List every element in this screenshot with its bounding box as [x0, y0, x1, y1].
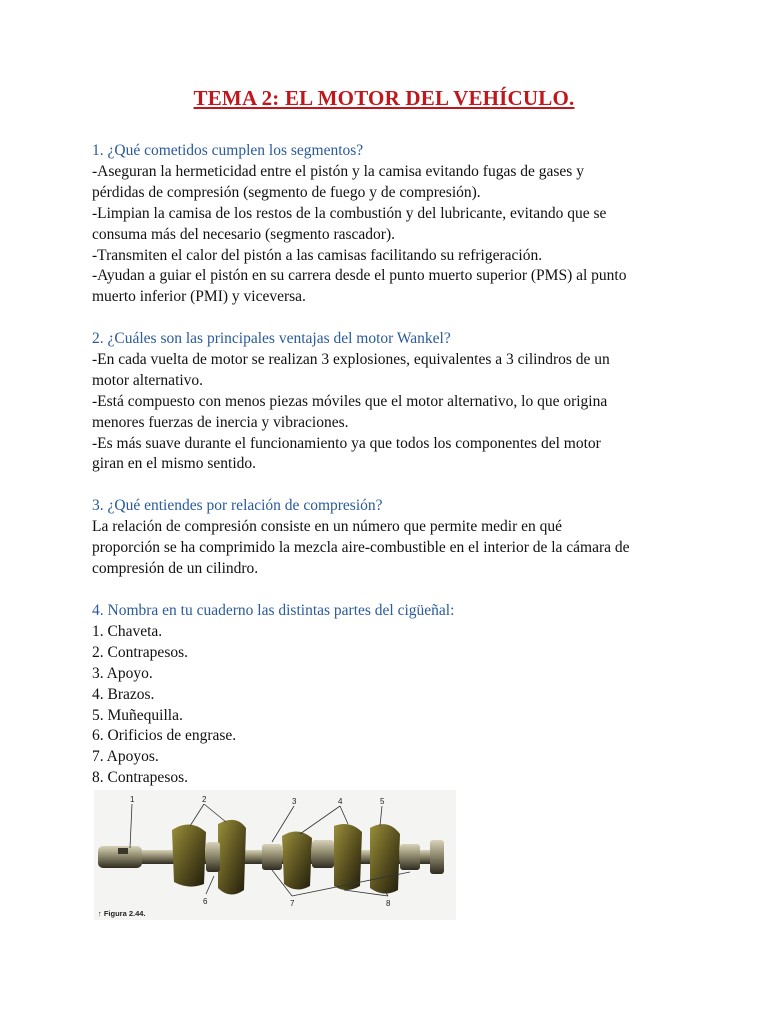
list-item: 1. Chaveta. — [92, 622, 163, 640]
answer-line: giran en el mismo sentido. — [92, 455, 257, 473]
figure-caption: ↑ Figura 2.44. — [98, 909, 146, 918]
list-item: 8. Contrapesos. — [92, 769, 189, 787]
answer-line: proporción se ha comprimido la mezcla aire-combustible en el interior de la cámara de — [92, 538, 630, 556]
callout-label: 1 — [130, 795, 135, 804]
answer-line: menores fuerzas de inercia y vibraciones. — [92, 413, 349, 431]
rear-flange — [430, 840, 444, 874]
counterweight — [172, 824, 206, 886]
answer-line: muerto inferior (PMI) y viceversa. — [92, 288, 306, 306]
answer-line: -Aseguran la hermeticidad entre el pistón y la camisa evitando fugas de gases y — [92, 162, 584, 180]
callout-label: 7 — [290, 899, 295, 908]
callout-label: 4 — [338, 797, 343, 806]
answer-line: -En cada vuelta de motor se realizan 3 explosiones, equivalentes a 3 cilindros de un — [92, 350, 610, 368]
question-1: 1. ¿Qué cometidos cumplen los segmentos? — [92, 142, 364, 159]
list-item: 5. Muñequilla. — [92, 706, 183, 724]
crank-arm — [282, 831, 312, 889]
page-title: TEMA 2: EL MOTOR DEL VEHÍCULO. — [193, 86, 575, 110]
list-item: 2. Contrapesos. — [92, 643, 189, 661]
callout-label: 6 — [203, 897, 208, 906]
section-3 — [92, 496, 692, 580]
list-item: 6. Orificios de engrase. — [92, 727, 237, 745]
callout-label: 3 — [292, 797, 297, 806]
question-3: 3. ¿Qué entiendes por relación de compresión? — [92, 497, 383, 514]
counterweight — [218, 820, 246, 895]
counterweight — [370, 824, 400, 893]
callout-label: 5 — [380, 797, 385, 806]
crankpin-journal — [206, 842, 220, 872]
main-journal — [262, 844, 282, 870]
main-journal — [400, 844, 420, 870]
answer-line: motor alternativo. — [92, 371, 204, 389]
crankpin-journal — [312, 840, 334, 868]
answer-line: La relación de compresión consiste en un número que permite medir en qué — [92, 517, 563, 535]
callout-label: 8 — [386, 899, 391, 908]
callout-label: 2 — [202, 795, 207, 804]
answer-line: compresión de un cilindro. — [92, 559, 259, 577]
crankshaft-figure — [94, 790, 456, 920]
list-item: 7. Apoyos. — [92, 748, 159, 766]
key — [118, 848, 128, 854]
answer-line: consuma más del necesario (segmento rascador). — [92, 225, 395, 243]
question-4: 4. Nombra en tu cuaderno las distintas partes del cigüeñal: — [92, 602, 455, 619]
section-1 — [92, 141, 692, 308]
answer-line: -Ayudan a guiar el pistón en su carrera desde el punto muerto superior (PMS) al punto — [92, 267, 627, 285]
crank-arm — [334, 824, 362, 890]
answer-line: -Limpian la camisa de los restos de la combustión y del lubricante, evitando que se — [92, 204, 607, 222]
section-2 — [92, 329, 692, 475]
answer-line: -Es más suave durante el funcionamiento ya que todos los componentes del motor — [92, 434, 601, 452]
question-2: 2. ¿Cuáles son las principales ventajas del motor Wankel? — [92, 330, 451, 347]
list-item: 4. Brazos. — [92, 685, 155, 703]
answer-line: pérdidas de compresión (segmento de fuego y de compresión). — [92, 183, 481, 201]
list-item: 3. Apoyo. — [92, 664, 153, 682]
answer-line: -Transmiten el calor del pistón a las camisas facilitando su refrigeración. — [92, 246, 543, 264]
crankshaft-illustration — [94, 790, 456, 920]
section-4 — [92, 601, 692, 789]
answer-line: -Está compuesto con menos piezas móviles que el motor alternativo, lo que origina — [92, 392, 608, 410]
